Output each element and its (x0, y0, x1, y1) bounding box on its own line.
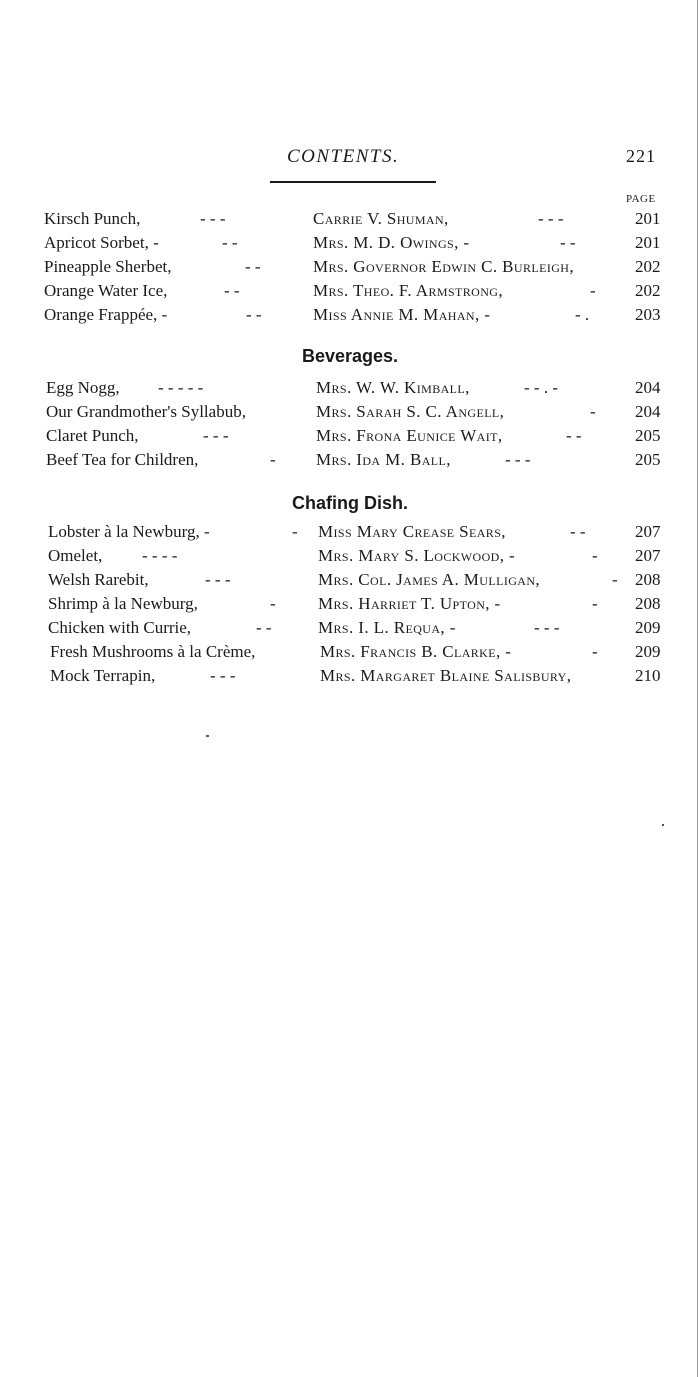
contents-entry (0, 233, 700, 257)
recipe-name: Kirsch Punch, (44, 209, 141, 228)
contents-entry (0, 666, 700, 690)
dot-leader: - - - (200, 209, 226, 228)
recipe-name: Our Grandmother's Syllabub, (46, 402, 246, 421)
recipe-name: Shrimp à la Newburg, (48, 594, 198, 613)
recipe-name: Egg Nogg, (46, 378, 120, 397)
contributor-name: Mrs. W. W. Kimball, (316, 378, 470, 397)
page-ref: 203 (635, 305, 661, 324)
page-ref: 207 (635, 522, 661, 541)
contents-entry (0, 426, 700, 450)
contributor-name: Mrs. Harriet T. Upton, - (318, 594, 501, 613)
header-rule (270, 181, 436, 183)
dot-leader: - - (224, 281, 240, 300)
page-column-label: PAGE (626, 193, 656, 205)
contributor-name: Mrs. M. D. Owings, - (313, 233, 470, 252)
page-title: CONTENTS. (287, 146, 400, 167)
dot-leader: - - (256, 618, 272, 637)
page-ref: 205 (635, 426, 661, 445)
dot-leader: - (592, 594, 598, 613)
contributor-name: Mrs. Sarah S. C. Angell, (316, 402, 505, 421)
dot-leader: - - - (538, 209, 564, 228)
page-number: 221 (626, 146, 656, 166)
page-ref: 205 (635, 450, 661, 469)
contents-entry (0, 618, 700, 642)
recipe-name: Claret Punch, (46, 426, 139, 445)
contributor-name: Miss Mary Crease Sears, (318, 522, 506, 541)
contents-entry (0, 450, 700, 474)
recipe-name: Beef Tea for Children, (46, 450, 199, 469)
dot-leader: - - (560, 233, 576, 252)
recipe-name: Welsh Rarebit, (48, 570, 149, 589)
contributor-name: Mrs. Theo. F. Armstrong, (313, 281, 503, 300)
dot-leader: - - - (534, 618, 560, 637)
contributor-name: Mrs. Ida M. Ball, (316, 450, 451, 469)
dot-leader: - - (570, 522, 586, 541)
recipe-name: Orange Frappée, - (44, 305, 168, 324)
dot-leader: - (590, 402, 596, 421)
contents-entry (0, 570, 700, 594)
page-ref: 207 (635, 546, 661, 565)
dot-leader: - (270, 594, 276, 613)
dot-leader: - - - - - (158, 378, 204, 397)
recipe-name: Pineapple Sherbet, (44, 257, 172, 276)
page-ref: 208 (635, 570, 661, 589)
contents-entry (0, 209, 700, 233)
dot-leader: - - - (505, 450, 531, 469)
page-ref: 209 (635, 618, 661, 637)
contributor-name: Mrs. Col. James A. Mulligan, (318, 570, 541, 589)
dot-leader: - - - (205, 570, 231, 589)
recipe-name: Lobster à la Newburg, - (48, 522, 210, 541)
dot-leader: - . (575, 305, 590, 324)
recipe-name: Fresh Mushrooms à la Crème, (50, 642, 256, 661)
ink-speck (206, 735, 209, 737)
page-ref: 204 (635, 402, 661, 421)
contents-entry (0, 257, 700, 281)
recipe-name: Apricot Sorbet, - (44, 233, 159, 252)
page-ref: 202 (635, 281, 661, 300)
contents-entry (0, 642, 700, 666)
recipe-name: Chicken with Currie, (48, 618, 192, 637)
contents-entry (0, 522, 700, 546)
page-ref: 209 (635, 642, 661, 661)
page-ref: 208 (635, 594, 661, 613)
ink-speck (662, 824, 664, 826)
contributor-name: Mrs. Frona Eunice Wait, (316, 426, 503, 445)
section-heading: Chafing Dish. (292, 493, 408, 513)
contents-entry (0, 402, 700, 426)
contributor-name: Mrs. Margaret Blaine Salisbury, (320, 666, 572, 685)
recipe-name: Mock Terrapin, (50, 666, 156, 685)
contents-entry (0, 305, 700, 329)
dot-leader: - - - (203, 426, 229, 445)
recipe-name: Omelet, (48, 546, 103, 565)
dot-leader: - - . - (524, 378, 558, 397)
contents-entry (0, 281, 700, 305)
dot-leader: - - - - (142, 546, 178, 565)
section-heading: Beverages. (301, 346, 399, 366)
dot-leader: - - (566, 426, 582, 445)
page-ref: 202 (635, 257, 661, 276)
running-head (0, 146, 700, 170)
dot-leader: - (592, 642, 598, 661)
contents-entry (0, 546, 700, 570)
dot-leader: - - (246, 305, 262, 324)
contributor-name: Miss Annie M. Mahan, - (313, 305, 491, 324)
page-ref: 201 (635, 233, 661, 252)
contents-entry (0, 594, 700, 618)
contributor-name: Mrs. Francis B. Clarke, - (320, 642, 512, 661)
dot-leader: - - - (210, 666, 236, 685)
contributor-name: Carrie V. Shuman, (313, 209, 449, 228)
dot-leader: - (292, 522, 298, 541)
dot-leader: - - (222, 233, 238, 252)
dot-leader: - - (245, 257, 261, 276)
dot-leader: - (592, 546, 598, 565)
page-ref: 201 (635, 209, 661, 228)
recipe-name: Orange Water Ice, (44, 281, 168, 300)
contributor-name: Mrs. I. L. Requa, - (318, 618, 456, 637)
contributor-name: Mrs. Mary S. Lockwood, - (318, 546, 516, 565)
dot-leader: - (612, 570, 618, 589)
contributor-name: Mrs. Governor Edwin C. Burleigh, (313, 257, 574, 276)
dot-leader: - (270, 450, 276, 469)
page-ref: 204 (635, 378, 661, 397)
dot-leader: - (590, 281, 596, 300)
page-ref: 210 (635, 666, 661, 685)
contents-entry (0, 378, 700, 402)
